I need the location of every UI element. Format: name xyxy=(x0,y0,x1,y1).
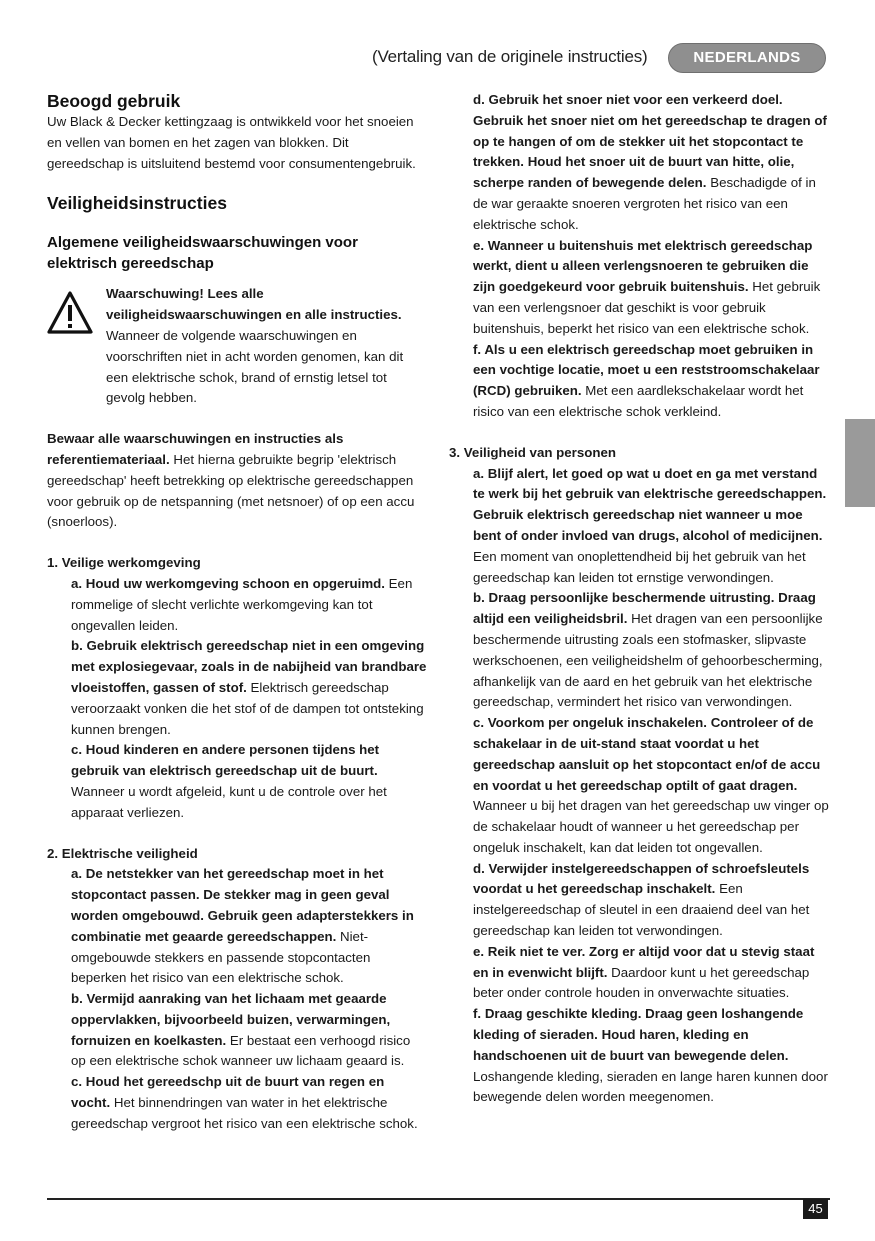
item-2c-bold: c. Houd het gereedschp uit de buurt van regen en vocht. xyxy=(71,1074,385,1111)
side-section-tab xyxy=(845,419,875,507)
warning-text: Wanneer de volgende waarschuwingen en voorschriften niet in acht worden genomen, kan dit een elektrische schok, brand of ernstig letsel tot gevolg hebben. xyxy=(106,327,404,406)
item-2a-text: Niet-omgebouwde stekkers en passende stopcontacten beperken het risico van een elektrische schok. xyxy=(71,928,371,986)
item-3b-text: Het dragen van een persoonlijke beschermende uitrusting zoals een stofmasker, slipvaste werkschoenen, een veiligheidshelm of gehoorbescherming, afhankelijk van de aard en het gebruik van het elektrische gereedschap, vermindert het risico van verwondingen. xyxy=(473,611,823,710)
warning-triangle-icon xyxy=(47,290,93,336)
footer-rule xyxy=(47,1198,830,1200)
warning-block xyxy=(47,284,427,409)
intended-use-heading: Beoogd gebruik xyxy=(47,91,181,111)
item-1b-text: Elektrisch gereedschap veroorzaakt vonken die het stof of de dampen tot ontsteking kunnen brengen. xyxy=(71,679,424,737)
item-3e-text: Daardoor kunt u het gereedschap beter onder controle houden in onverwachte situaties. xyxy=(473,964,810,1001)
item-2f-text: Met een aardlekschakelaar wordt het risico van een elektrische schok verkleind. xyxy=(473,383,804,419)
item-3e-bold: e. Reik niet te ver. Zorg er altijd voor dat u stevig staat en in evenwicht blijft. xyxy=(473,943,815,980)
keep-paragraph xyxy=(47,429,427,533)
item-3d-bold: d. Verwijder instelgereedschappen of schroefsleutels voordat u het gereedschap inschakelt. xyxy=(473,860,810,897)
intended-use-text: Uw Black & Decker kettingzaag is ontwikkeld voor het snoeien en vellen van bomen en het zagen van blokken. Dit gereedschap is uitsluitend bestemd voor consumentengebruik. xyxy=(47,114,416,171)
item-2e xyxy=(449,236,829,340)
item-2c xyxy=(47,1072,427,1134)
item-1a-text: Een rommelige of slecht verlichte werkomgeving kan tot ongevallen leiden. xyxy=(71,575,413,633)
item-2e-text: Het gebruik van een verlengsnoer dat geschikt is voor gebruik buitenshuis, beperkt het risico van een elektrische schok. xyxy=(473,279,821,336)
item-3e xyxy=(449,942,829,1004)
item-3d-text: Een instelgereedschap of sleutel in een draaiend deel van het gereedschap kan leiden tot verwondingen. xyxy=(473,881,810,939)
safety-heading: Veiligheidsinstructies xyxy=(47,193,227,214)
item-2f xyxy=(449,340,829,423)
item-3f xyxy=(449,1004,829,1108)
item-3c-text: Wanneer u bij het dragen van het gereedschap uw vinger op de schakelaar houdt of wanneer u het gereedschap per ongeluk inschakelt, kan dat leiden tot ongevallen. xyxy=(473,798,829,855)
item-1c xyxy=(47,740,427,823)
section-1-heading: 1. Veilige werkomgeving xyxy=(47,555,201,571)
keep-text: Het hierna gebruikte begrip 'elektrisch gereedschap' heeft betrekking op elektrische gereedschappen voor gebruik op de netspanning (met netsnoer) of op een accu (snoerloos). xyxy=(47,451,415,530)
item-1c-bold: c. Houd kinderen en andere personen tijdens het gebruik van elektrisch gereedschap uit de buurt. xyxy=(71,742,380,779)
general-warnings-heading: Algemene veiligheidswaarschuwingen voor elektrisch gereedschap xyxy=(47,234,358,273)
left-column xyxy=(47,90,427,1135)
item-3a-bold: a. Blijf alert, let goed op wat u doet en ga met verstand te werk bij het gebruik van elektrische gereedschappen. Gebruik elektrisch gereedschap niet wanneer u moe bent of onder invloed van drugs, alcohol of medicijnen. xyxy=(473,465,827,543)
item-3d xyxy=(449,859,829,942)
item-3b-bold: b. Draag persoonlijke beschermende uitrusting. Draag altijd een veiligheidsbril. xyxy=(473,590,816,627)
item-2a-bold: a. De netstekker van het gereedschap moet in het stopcontact passen. De stekker mag in geen geval worden omgebouwd. Gebruik geen adapterstekkers in combinatie met geaarde gereedschappen. xyxy=(71,866,414,944)
item-2d xyxy=(449,90,829,236)
item-3f-bold: f. Draag geschikte kleding. Draag geen loshangende kleding of sieraden. Houd haren, kleding en handschoenen uit de buurt van bewegende delen. xyxy=(473,1006,804,1063)
item-2e-bold: e. Wanneer u buitenshuis met elektrisch gereedschap werkt, dient u alleen verlengsnoeren te gebruiken die zijn goedgekeurd voor gebruik buitenshuis. xyxy=(473,237,813,295)
item-2c-text: Het binnendringen van water in het elektrische gereedschap vergroot het risico van een elektrische schok. xyxy=(71,1095,418,1131)
item-2b-bold: b. Vermijd aanraking van het lichaam met geaarde oppervlakken, bijvoorbeeld buizen, verwarmingen, fornuizen en koelkasten. xyxy=(71,991,391,1048)
header-subtitle: (Vertaling van de originele instructies) xyxy=(372,47,648,66)
section-3-heading: 3. Veiligheid van personen xyxy=(449,444,617,460)
item-1b-bold: b. Gebruik elektrisch gereedschap niet in een omgeving met explosiegevaar, zoals in de nabijheid van brandbare vloeistoffen, gassen of stof. xyxy=(71,638,427,695)
item-3c-bold: c. Voorkom per ongeluk inschakelen. Controleer of de schakelaar in de uit-stand staat voordat u het gereedschap aansluit op het stopcontact en/of de accu en voordat u het gereedschap optilt of gaat dragen. xyxy=(473,715,821,793)
item-2d-bold: d. Gebruik het snoer niet voor een verkeerd doel. Gebruik het snoer niet om het gereedschap te dragen of op te hangen of om de stekker uit het stopcontact te trekken. Houd het snoer uit de buurt van hitte, olie, scherpe randen of bewegende delen. xyxy=(473,92,827,191)
item-1a xyxy=(47,574,427,636)
item-1b xyxy=(47,636,427,740)
item-3b xyxy=(449,588,829,713)
warning-bold: Waarschuwing! Lees alle veiligheidswaarschuwingen en alle instructies. xyxy=(106,286,402,323)
item-1a-bold: a. Houd uw werkomgeving schoon en opgeruimd. xyxy=(71,575,385,591)
item-2f-bold: f. Als u een elektrisch gereedschap moet gebruiken in een vochtige locatie, moet u een reststroomschakelaar (RCD) gebruiken. xyxy=(473,341,820,399)
section-2-heading: 2. Elektrische veiligheid xyxy=(47,845,198,861)
item-2d-text: Beschadigde of in de war geraakte snoeren vergroten het risico van een elektrische schok. xyxy=(473,175,816,232)
item-3a-text: Een moment van onoplettendheid bij het gebruik van het gereedschap kan leiden tot ernstige verwondingen. xyxy=(473,548,806,585)
keep-bold: Bewaar alle waarschuwingen en instructies als referentiemateriaal. xyxy=(47,431,344,467)
item-2b-text: Er bestaat een verhoogd risico op een elektrische schok wanneer uw lichaam geaard is. xyxy=(71,1032,411,1069)
language-badge: NEDERLANDS xyxy=(668,43,826,73)
item-3a xyxy=(449,464,829,589)
page-number: 45 xyxy=(803,1199,828,1219)
warning-paragraph xyxy=(106,284,427,409)
item-3c xyxy=(449,713,829,859)
item-2b xyxy=(47,989,427,1072)
right-column xyxy=(449,90,829,1108)
item-1c-text: Wanneer u wordt afgeleid, kunt u de controle over het apparaat verliezen. xyxy=(71,783,387,820)
item-3f-text: Loshangende kleding, sieraden en lange haren kunnen door bewegende delen worden meegenomen. xyxy=(473,1068,828,1105)
item-2a xyxy=(47,864,427,989)
